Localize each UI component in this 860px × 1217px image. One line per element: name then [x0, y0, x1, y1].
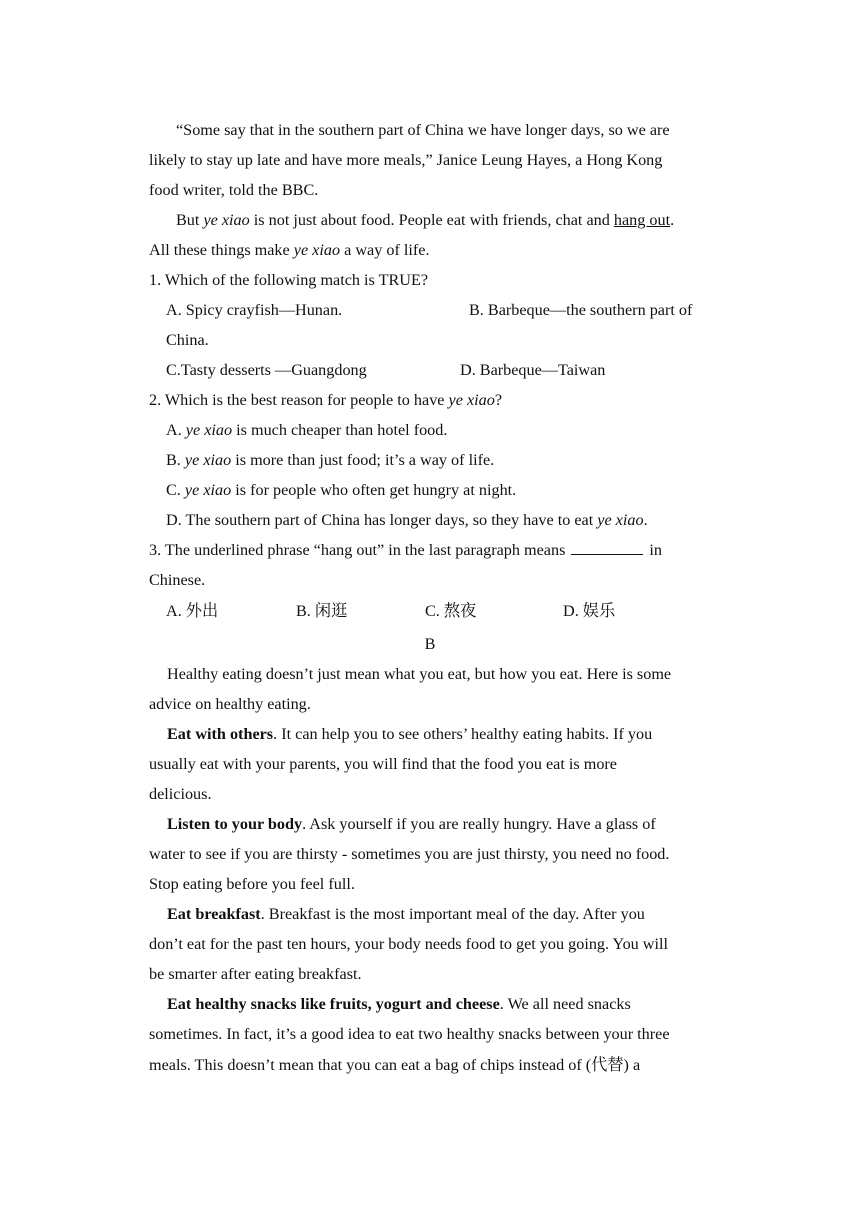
paragraph-line: Stop eating before you feel full.	[149, 875, 355, 893]
text: A.	[166, 421, 186, 439]
paragraph-line: likely to stay up late and have more meals,” Janice Leung Hayes, a Hong Kong	[149, 151, 663, 169]
text: 2. Which is the best reason for people to have	[149, 391, 449, 409]
paragraph-line: advice on healthy eating.	[149, 695, 311, 713]
text: is more than just food; it’s a way of life.	[231, 451, 495, 469]
paragraph-line: Healthy eating doesn’t just mean what you eat, but how you eat. Here is some	[167, 665, 672, 683]
paragraph-line: meals. This doesn’t mean that you can eat a bag of chips instead of (代替) a	[149, 1056, 641, 1074]
text: is for people who often get hungry at night.	[231, 481, 517, 499]
paragraph-line	[167, 994, 631, 1014]
tip-heading: Eat with others	[167, 725, 274, 743]
question-3-option-c: C. 熬夜	[425, 602, 477, 620]
paragraph-line	[176, 210, 674, 230]
question-1-option-d: D. Barbeque—Taiwan	[460, 361, 606, 379]
paragraph-line: food writer, told the BBC.	[149, 181, 319, 199]
text: . Ask yourself if you are really hungry. Have a glass of	[302, 815, 656, 833]
paragraph-line: sometimes. In fact, it’s a good idea to eat two healthy snacks between your three	[149, 1025, 670, 1043]
question-1-option-a: A. Spicy crayfish—Hunan.	[166, 301, 343, 319]
italic-term: ye xiao	[597, 511, 644, 529]
text: But	[176, 211, 204, 229]
question-2-option-c	[166, 480, 516, 500]
paragraph-line: delicious.	[149, 785, 212, 803]
text: is much cheaper than hotel food.	[232, 421, 448, 439]
question-1-option-c: C.Tasty desserts —Guangdong	[166, 361, 367, 379]
italic-term: ye xiao	[448, 391, 495, 409]
question-2-stem	[149, 390, 502, 410]
text: ?	[494, 391, 503, 409]
text: All these things make	[149, 241, 294, 259]
question-3-stem	[149, 540, 662, 560]
answer-blank	[571, 540, 643, 555]
question-1-option-b-cont: China.	[166, 331, 209, 349]
text: .	[670, 211, 675, 229]
italic-term: ye xiao	[293, 241, 341, 259]
text: . It can help you to see others’ healthy eating habits. If you	[273, 725, 653, 743]
text: . We all need snacks	[499, 995, 631, 1013]
tip-heading: Listen to your body	[167, 815, 303, 833]
paragraph-line	[149, 240, 430, 260]
paragraph-line: “Some say that in the southern part of China we have longer days, so we are	[176, 121, 670, 139]
question-3-option-a: A. 外出	[166, 602, 219, 620]
question-2-option-b	[166, 450, 494, 470]
question-3-option-b: B. 闲逛	[296, 602, 348, 620]
question-3-option-d: D. 娱乐	[563, 602, 616, 620]
italic-term: ye xiao	[185, 421, 233, 439]
paragraph-line: water to see if you are thirsty - sometimes you are just thirsty, you need no food.	[149, 845, 670, 863]
paragraph-line	[167, 724, 652, 744]
text: .	[643, 511, 648, 529]
italic-term: ye xiao	[203, 211, 250, 229]
paragraph-line	[167, 814, 656, 834]
paragraph-line: don’t eat for the past ten hours, your body needs food to get you going. You will	[149, 935, 668, 953]
text: B.	[166, 451, 185, 469]
question-3-stem-cont: Chinese.	[149, 571, 206, 589]
text: D. The southern part of China has longer days, so they have to eat	[166, 511, 598, 529]
question-2-option-d	[166, 510, 648, 530]
question-1-stem: 1. Which of the following match is TRUE?	[149, 271, 429, 289]
italic-term: ye xiao	[184, 481, 232, 499]
text: C.	[166, 481, 185, 499]
section-heading: B	[424, 635, 436, 653]
text: is not just about food. People eat with friends, chat and	[249, 211, 614, 229]
text: in	[649, 541, 662, 559]
question-1-option-b: B. Barbeque—the southern part of	[469, 301, 693, 319]
paragraph-line: usually eat with your parents, you will find that the food you eat is more	[149, 755, 617, 773]
tip-heading: Eat healthy snacks like fruits, yogurt and cheese	[167, 995, 500, 1013]
text: a way of life.	[340, 241, 430, 259]
paragraph-line: be smarter after eating breakfast.	[149, 965, 362, 983]
tip-heading: Eat breakfast	[167, 905, 261, 923]
question-2-option-a	[166, 420, 447, 440]
text: 3. The underlined phrase “hang out” in the last paragraph means	[149, 541, 566, 559]
paragraph-line	[167, 904, 645, 924]
text: . Breakfast is the most important meal of the day. After you	[260, 905, 645, 923]
underlined-phrase: hang out	[613, 211, 671, 229]
italic-term: ye xiao	[184, 451, 232, 469]
